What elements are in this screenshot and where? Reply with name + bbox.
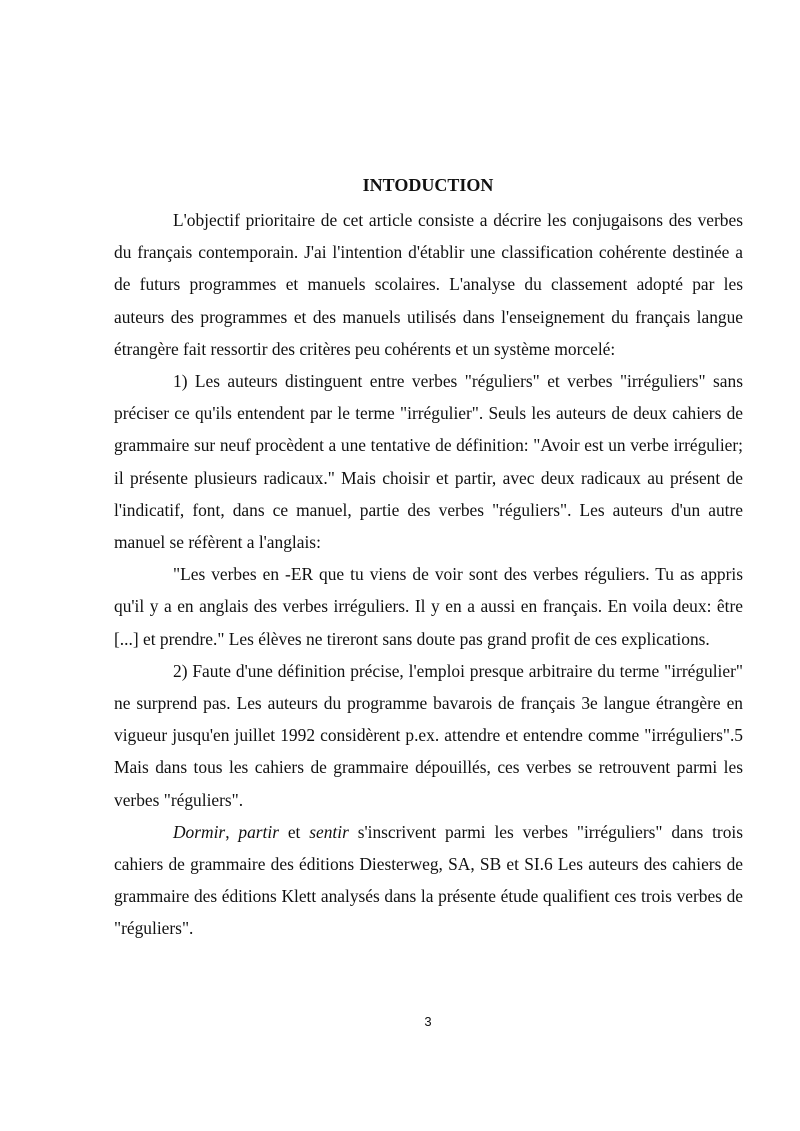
verb-sentir: sentir [309,821,349,842]
verb-dormir: Dormir [173,821,226,842]
paragraph-verbs-rest: s'inscrivent parmi les verbes "irréguliers" dans trois cahiers de grammaire des éditions Diesterweg, SA, SB et SI.6 Les auteurs des cahiers de grammaire des éditions Klett analysés dans la présente étude qualifient ces trois verbes de "réguliers". [114,821,743,939]
paragraph-introduction: L'objectif prioritaire de cet article consiste a décrire les conjugaisons des verbes du français contemporain. J'ai l'intention d'établir une classification cohérente destinée a de futurs programmes et manuels scolaires. L'analyse du classement adopté par les auteurs des programmes et des manuels utilisés dans l'enseignement du français langue étrangère fait ressortir des critères peu cohérents et un système morcelé: [114,210,743,359]
verb-partir: partir [238,821,279,842]
paragraph-point-2: 2) Faute d'une définition précise, l'emploi presque arbitraire du terme "irrégulier" ne surprend pas. Les auteurs du programme bavarois de français 3e langue étrangère en vigueur jusqu'en juillet 1992 considèrent p.ex. attendre et entendre comme "irréguliers".5 Mais dans tous les cahiers de grammaire dépouillés, ces verbes se retrouvent parmi les verbes "réguliers". [114,660,743,810]
separator-et: et [278,821,310,842]
page-title: INTODUCTION [362,175,494,195]
body-text [114,204,743,945]
separator-comma: , [225,821,239,842]
paragraph-verbs [114,816,743,945]
paragraph-point-1: 1) Les auteurs distinguent entre verbes "réguliers" et verbes "irréguliers" sans préciser ce qu'ils entendent par le terme "irrégulier". Seuls les auteurs de deux cahiers de grammaire sur neuf procèdent a une tentative de définition: "Avoir est un verbe irrégulier; il présente plusieurs radicaux." Mais choisir et partir, avec deux radicaux au présent de l'indicatif, font, dans ce manuel, partie des verbes "réguliers". Les auteurs d'un autre manuel se réfèrent a l'anglais: [114,371,743,553]
page-number: 3 [424,1014,432,1029]
paragraph-quotation: "Les verbes en -ER que tu viens de voir sont des verbes réguliers. Tu as appris qu'il y a en anglais des verbes irréguliers. Il y en a aussi en français. En voila deux: être [...] et prendre." Les élèves ne tireront sans doute pas grand profit de ces explications. [114,564,743,649]
